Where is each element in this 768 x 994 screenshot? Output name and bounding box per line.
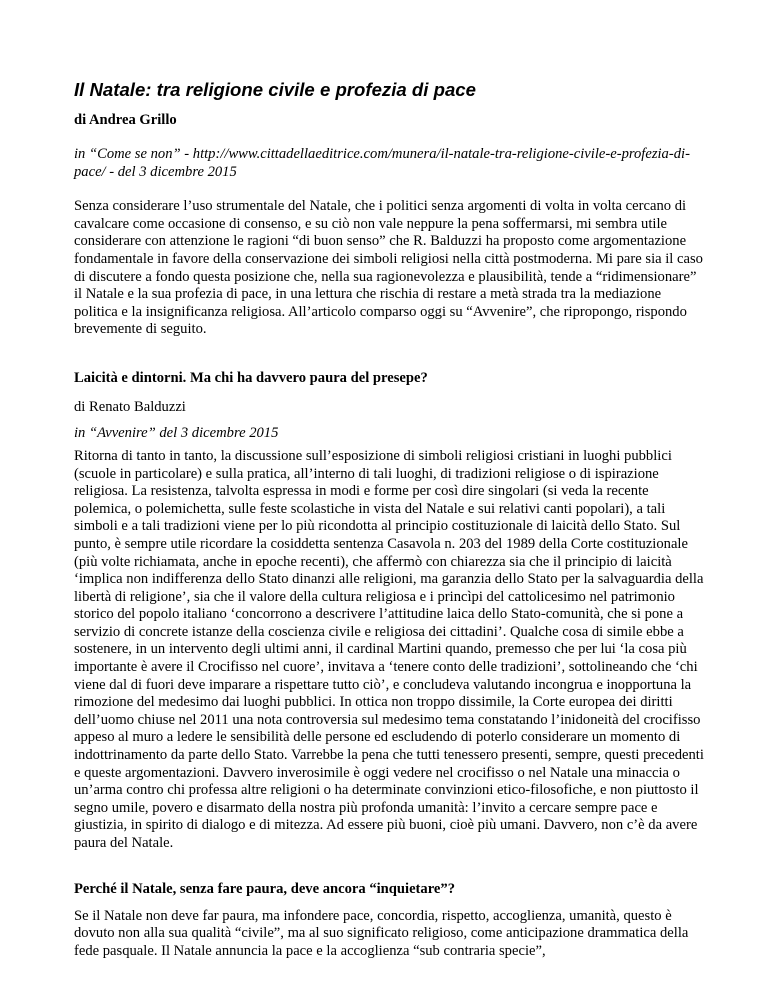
quoted-article-heading: Laicità e dintorni. Ma chi ha davvero paura del presepe? bbox=[74, 369, 428, 386]
reply-body: Se il Natale non deve far paura, ma infondere pace, concordia, rispetto, accoglienza, umanità, questo è dovuto non alla sua qualità “civile”, ma al suo significato religioso, come anticipazione drammatica della fede pasquale. Il Natale annuncia la pace e la accoglienza “sub contraria specie”, bbox=[74, 907, 689, 959]
quoted-article-author: di Renato Balduzzi bbox=[74, 398, 186, 415]
article-author: di Andrea Grillo bbox=[74, 112, 177, 128]
article-title: Il Natale: tra religione civile e profezia di pace bbox=[74, 79, 476, 100]
quoted-article-source: in “Avvenire” del 3 dicembre 2015 bbox=[74, 424, 279, 441]
article-intro: Senza considerare l’uso strumentale del Natale, che i politici senza argomenti di volta in volta cercano di cavalcare come occasione di consenso, e su ciò non vale neppure la pena soffermarsi, mi sembra utile considerare con attenzione le ragioni “di buon senso” che R. Balduzzi ha proposto come argomentazione fondamentale in favore della conservazione dei simboli religiosi nella città postmoderna. Mi pare sia il caso di discutere a fondo questa posizione che, nella sua ragionevolezza e plausibilità, tende a “ridimensionare” il Natale e la sua profezia di pace, in una lettura che rischia di restare a metà strada tra la mediazione politica e la insignificanza religiosa. All’articolo comparso oggi su “Avvenire”, che ripropongo, rispondo brevemente di seguito. bbox=[74, 198, 703, 338]
document-page bbox=[74, 78, 706, 960]
reply-heading: Perché il Natale, senza fare paura, deve ancora “inquietare”? bbox=[74, 880, 455, 897]
quoted-article-body: Ritorna di tanto in tanto, la discussione sull’esposizione di simboli religiosi cristiani in luoghi pubblici (scuole in particolare) e sulla pratica, all’interno di tali luoghi, di tradizioni religiose o di ispirazione religiosa. La resistenza, talvolta espressa in modi e forme per così dire singolari (si veda la recente polemica, o polemichetta, sulle feste scolastiche in vista del Natale e sui relativi canti popolari), a tali simboli e a tali tradizioni viene per lo più ricondotta al principio costituzionale di laicità dello Stato. Sul punto, è sempre utile ricordare la cosiddetta sentenza Casavola n. 203 del 1989 della Corte costituzionale (più volte richiamata, anche in epoche recenti), che affermò con chiarezza sia che il principio di laicità ‘implica non indifferenza dello Stato dinanzi alle religioni, ma garanzia dello Stato per la salvaguardia della libertà di religione’, sia che il valore della cultura religiosa e i princìpi del cattolicesimo nel patrimonio storico del popolo italiano ‘concorrono a descrivere l’attitudine laica dello Stato-comunità, che si pone a servizio di concrete istanze della coscienza civile e religiosa dei cittadini’. Qualche cosa di simile ebbe a sostenere, in un intervento degli ultimi anni, il cardinal Martini quando, premesso che per lui ‘la cosa più importante è avere il Crocifisso nel cuore’, invitava a ‘tenere conto delle tradizioni’, sottolineando che ‘chi viene dal di fuori deve imparare a rispettare tutto ciò’, e concludeva valutando incongrua e inopportuna la rimozione del medesimo dai luoghi pubblici. In ottica non troppo dissimile, la Corte europea dei diritti dell’uomo chiuse nel 2011 una nota controversia sul medesimo tema constatando l’inidoneità del crocifisso appeso al muro a ledere le sensibilità delle persone ed escludendo di poterlo considerare un momento di indottrinamento da parte dello Stato. Varrebbe la pena che tutti tenessero presenti, sempre, questi precedenti e queste argomentazioni. Davvero inverosimile è oggi vedere nel crocifisso o nel Natale una minaccia o un’arma contro chi professa altre religioni o ha determinate convinzioni etico-filosofiche, e non piuttosto il segno umile, povero e disarmato della nostra più profonda umanità: l’invito a cercare sempre pace e giustizia, in spirito di dialogo e di mitezza. Ad essere più buoni, cioè più umani. Davvero, non c’è da avere paura del Natale. bbox=[74, 447, 704, 851]
article-source: in “Come se non” - http://www.cittadellaeditrice.com/munera/il-natale-tra-religione-civile-e-profezia-di-pace/ - del 3 dicembre 2015 bbox=[74, 146, 690, 180]
